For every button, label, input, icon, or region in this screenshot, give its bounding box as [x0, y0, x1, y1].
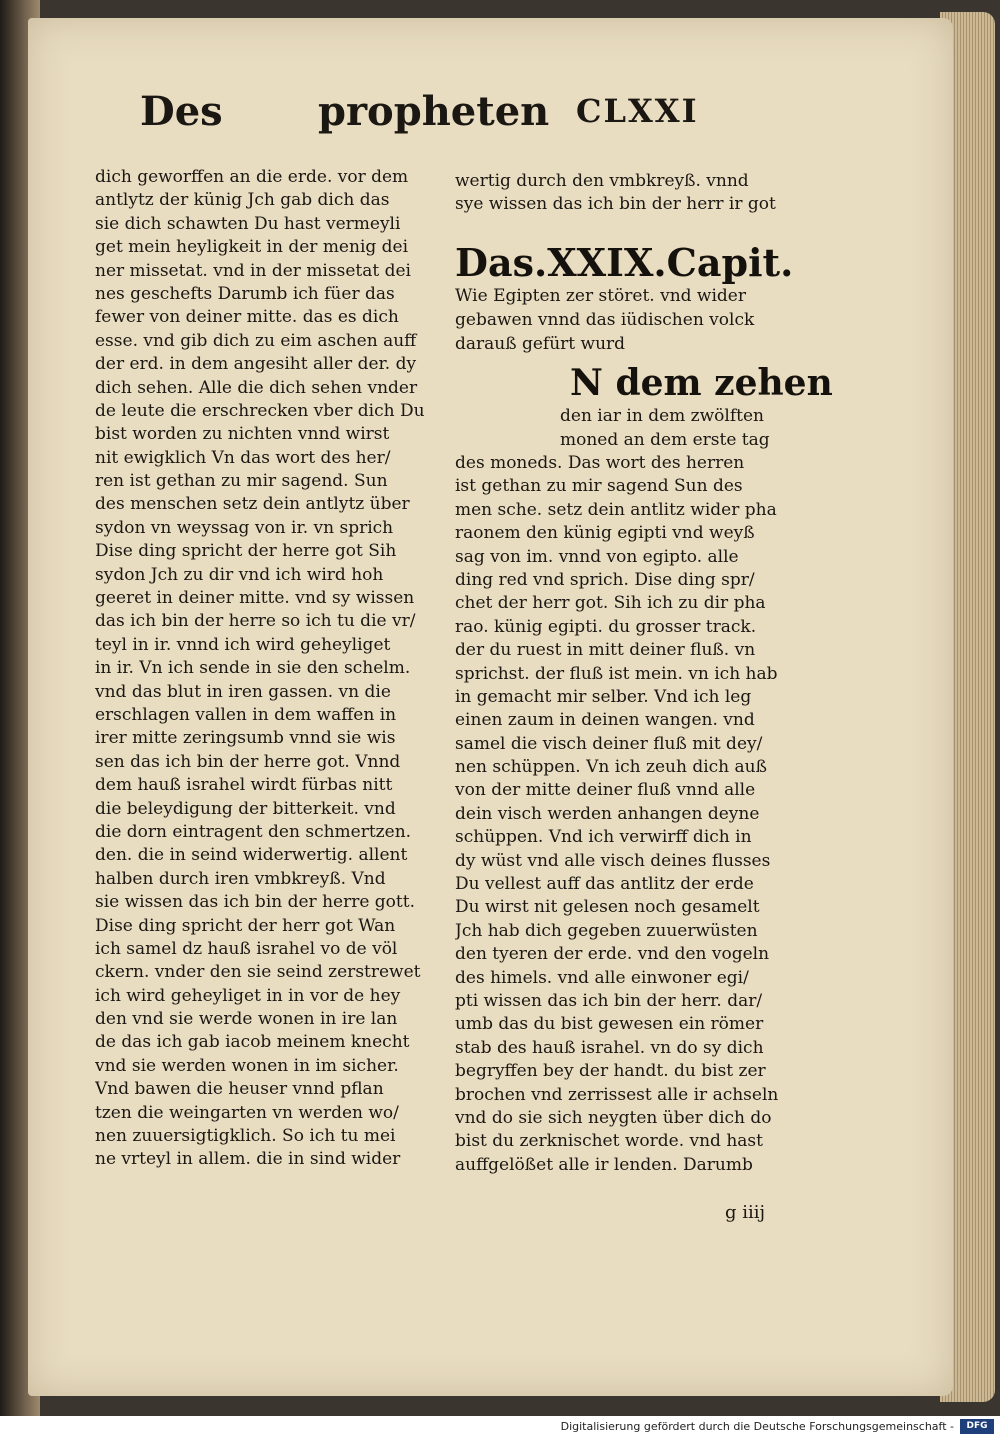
text-line: geeret in deiner mitte. vnd sy wissen: [95, 588, 415, 609]
text-line: umb das du bist gewesen ein römer: [455, 1014, 764, 1035]
text-line: der du ruest in mitt deiner fluß. vn: [455, 640, 756, 661]
text-line: ren ist gethan zu mir sagend. Sun: [95, 471, 388, 492]
text-line: tzen die weingarten vn werden wo/: [95, 1102, 399, 1123]
text-line: die dorn eintragent den schmertzen.: [95, 821, 412, 842]
text-line: stab des hauß israhel. vn do sy dich: [455, 1037, 764, 1058]
text-line: dem hauß israhel wirdt fürbas nitt: [95, 775, 393, 796]
signature-mark: g iiij: [725, 1202, 766, 1223]
text-line: sydon vn weyssag von ir. vn sprich: [95, 517, 394, 538]
text-line: begryffen bey der handt. du bist zer: [455, 1061, 766, 1082]
text-line: nes geschefts Darumb ich füer das: [95, 283, 395, 304]
text-line: ich wird geheyliget in in vor de hey: [95, 985, 401, 1006]
text-line: chet der herr got. Sih ich zu dir pha: [455, 593, 766, 614]
digitization-credit: Digitalisierung gefördert durch die Deutsche Forschungsgemeinschaft -: [560, 1420, 954, 1433]
text-line: nen schüppen. Vn ich zeuh dich auß: [455, 757, 767, 778]
text-line: sye wissen das ich bin der herr ir got: [455, 194, 776, 215]
text-line: sag von im. vnnd von egipto. alle: [455, 546, 739, 567]
text-line: des moneds. Das wort des herren: [455, 453, 745, 473]
text-line: vnd sie werden wonen in im sicher.: [95, 1055, 399, 1076]
text-line: des menschen setz dein antlytz über: [95, 494, 410, 515]
text-line: raonem den künig egipti vnd weyß: [455, 523, 755, 544]
text-line: halben durch iren vmbkreyß. Vnd: [95, 868, 386, 889]
text-line: de leute die erschrecken vber dich Du: [95, 400, 425, 421]
text-line: moned an dem erste tag: [560, 430, 770, 450]
text-line: sie wissen das ich bin der herre gott.: [95, 892, 415, 913]
text-line: das ich bin der herre so ich tu die vr/: [95, 611, 416, 632]
text-line: dich geworffen an die erde. vor dem: [95, 167, 409, 187]
text-line: rao. künig egipti. du grosser track.: [455, 616, 757, 637]
text-line: antlytz der künig Jch gab dich das: [95, 190, 390, 211]
text-line: pti wissen das ich bin der herr. dar/: [455, 990, 763, 1011]
folio-number: CLXXI: [576, 92, 699, 130]
text-line: ne vrteyl in allem. die in sind wider: [95, 1149, 401, 1170]
text-line: samel die visch deiner fluß mit dey/: [455, 733, 763, 754]
text-line: der erd. in dem angesiht aller der. dy: [95, 354, 417, 375]
text-line: de das ich gab iacob meinem knecht: [95, 1032, 410, 1053]
text-line: Du vellest auff das antlitz der erde: [455, 874, 754, 895]
text-line: sen das ich bin der herre got. Vnnd: [95, 751, 401, 772]
text-line: men sche. setz dein antlitz wider pha: [455, 499, 777, 520]
text-line: get mein heyligkeit in der menig dei: [95, 237, 409, 258]
text-line: Du wirst nit gelesen noch gesamelt: [455, 897, 760, 918]
running-header: [140, 88, 720, 138]
text-line: sie dich schawten Du hast vermeyli: [95, 213, 401, 234]
chapter-indented-lines: [560, 404, 790, 452]
text-line: fewer von deiner mitte. das es dich: [95, 307, 399, 328]
text-line: darauß gefürt wurd: [455, 334, 626, 354]
chapter-summary: [455, 284, 790, 356]
text-line: vnd do sie sich neygten über dich do: [455, 1107, 772, 1128]
header-middle: propheten: [318, 88, 550, 135]
text-line: bist du zerknischet worde. vnd hast: [455, 1131, 763, 1152]
text-line: ist gethan zu mir sagend Sun des: [455, 476, 743, 497]
text-line: sprichst. der fluß ist mein. vn ich hab: [455, 663, 778, 684]
text-line: nit ewigklich Vn das wort des her/: [95, 447, 391, 468]
text-line: brochen vnd zerrissest alle ir achseln: [455, 1084, 779, 1105]
text-line: dein visch werden anhangen deyne: [455, 803, 760, 824]
chapter-heading: Das.XXIX.Capit.: [455, 240, 794, 285]
text-line: ding red vnd sprich. Dise ding spr/: [455, 569, 755, 590]
text-line: nen zuuersigtigklich. So ich tu mei: [95, 1126, 396, 1147]
left-text-column: [95, 166, 430, 1172]
text-line: ckern. vnder den sie seind zerstrewet: [95, 962, 421, 983]
text-line: den. die in seind widerwertig. allent: [95, 845, 408, 866]
text-line: wertig durch den vmbkreyß. vnnd: [455, 171, 749, 191]
text-line: den iar in dem zwölften: [560, 406, 764, 426]
text-line: esse. vnd gib dich zu eim aschen auff: [95, 330, 417, 351]
header-left: Des: [140, 88, 223, 135]
text-line: ner missetat. vnd in der missetat dei: [95, 260, 411, 281]
text-line: teyl in ir. vnnd ich wird geheyliget: [95, 634, 391, 655]
text-line: Jch hab dich gegeben zuuerwüsten: [455, 920, 758, 941]
text-line: vnd das blut in iren gassen. vn die: [95, 681, 391, 702]
text-line: Vnd bawen die heuser vnnd pflan: [95, 1079, 384, 1100]
text-line: Wie Egipten zer störet. vnd wider: [455, 286, 746, 306]
text-line: Dise ding spricht der herr got Wan: [95, 915, 396, 936]
right-column-top: [455, 170, 790, 217]
chapter-initial-line: N dem zehen: [570, 362, 833, 404]
text-line: ich samel dz hauß israhel vo de völ: [95, 938, 398, 959]
text-line: den vnd sie werde wonen in ire lan: [95, 1009, 398, 1030]
text-line: gebawen vnnd das iüdischen volck: [455, 310, 755, 330]
text-line: in gemacht mir selber. Vnd ich leg: [455, 686, 752, 707]
right-text-column: [455, 452, 790, 1177]
text-line: des himels. vnd alle einwoner egi/: [455, 967, 749, 988]
text-line: auffgelößet alle ir lenden. Darumb: [455, 1154, 753, 1175]
text-line: Dise ding spricht der herre got Sih: [95, 541, 397, 562]
text-line: irer mitte zeringsumb vnnd sie wis: [95, 728, 396, 749]
dfg-logo: DFG: [960, 1419, 994, 1434]
text-line: einen zaum in deinen wangen. vnd: [455, 710, 755, 731]
text-line: schüppen. Vnd ich verwirff dich in: [455, 827, 752, 848]
text-line: in ir. Vn ich sende in sie den schelm.: [95, 658, 411, 679]
text-line: den tyeren der erde. vnd den vogeln: [455, 944, 770, 965]
text-line: die beleydigung der bitterkeit. vnd: [95, 798, 396, 819]
text-line: bist worden zu nichten vnnd wirst: [95, 424, 390, 445]
text-line: dy wüst vnd alle visch deines flusses: [455, 850, 771, 871]
text-line: dich sehen. Alle die dich sehen vnder: [95, 377, 418, 398]
text-line: erschlagen vallen in dem waffen in: [95, 704, 397, 725]
text-line: von der mitte deiner fluß vnnd alle: [455, 780, 756, 801]
text-line: sydon Jch zu dir vnd ich wird hoh: [95, 564, 384, 585]
